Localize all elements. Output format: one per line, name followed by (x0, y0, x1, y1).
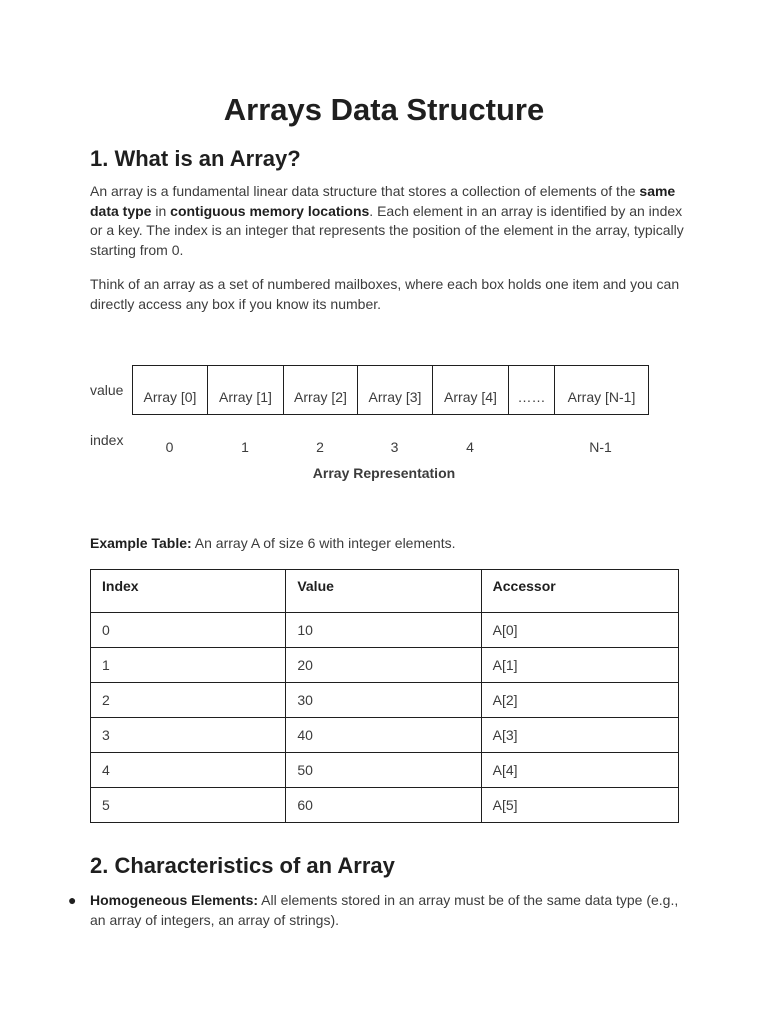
table-cell: 10 (286, 613, 481, 648)
table-row (91, 648, 679, 683)
table-row (91, 753, 679, 788)
bullet-icon: ● (68, 892, 77, 908)
array-cell: Array [0] (133, 366, 208, 414)
table-row (91, 718, 679, 753)
array-cells (132, 365, 649, 415)
table-header-row (91, 570, 679, 613)
table-cell: 1 (91, 648, 286, 683)
table-cell: 40 (286, 718, 481, 753)
section-heading-characteristics: 2. Characteristics of an Array (90, 853, 395, 878)
header-value: Value (286, 570, 481, 613)
example-table-label: Example Table: An array A of size 6 with integer elements. (90, 535, 456, 551)
array-cell: …… (509, 366, 555, 414)
table-cell: 4 (91, 753, 286, 788)
table-cell: 30 (286, 683, 481, 718)
page-title: Arrays Data Structure (223, 92, 545, 127)
array-index: N-1 (589, 439, 612, 455)
table-row (91, 788, 679, 823)
array-index: 1 (241, 439, 249, 455)
table-cell: A[2] (481, 683, 678, 718)
table-row (91, 683, 679, 718)
table-cell: A[0] (481, 613, 678, 648)
characteristics-list (68, 890, 688, 930)
intro-paragraph: An array is a fundamental linear data structure that stores a collection of elements of the same data type in contiguous memory locations. Each element in an array is identified by an index or a key. The index is an integer that represents the position of the element in the array, typically starting from 0. (90, 183, 684, 258)
table-cell: A[4] (481, 753, 678, 788)
diagram-caption: Array Representation (312, 465, 456, 481)
table-row (91, 613, 679, 648)
table-cell: 5 (91, 788, 286, 823)
value-label: value (90, 382, 124, 398)
list-item: ● Homogeneous Elements: All elements stored in an array must be of the same data type (e.g., an array of integers, an array of strings). (68, 892, 679, 928)
table-cell: 50 (286, 753, 481, 788)
table-cell: A[5] (481, 788, 678, 823)
array-index: 0 (165, 439, 174, 455)
table-cell: 3 (91, 718, 286, 753)
header-accessor: Accessor (481, 570, 678, 613)
table-cell: A[1] (481, 648, 678, 683)
table-cell: 20 (286, 648, 481, 683)
table-cell: 0 (91, 613, 286, 648)
bold-contiguous-memory: contiguous memory locations (170, 202, 370, 219)
array-cell: Array [1] (208, 366, 284, 414)
example-table (90, 569, 679, 823)
mailbox-paragraph: Think of an array as a set of numbered mailboxes, where each box holds one item and you can directly access any box if you know its number. (90, 276, 680, 312)
table-cell: 2 (91, 683, 286, 718)
table-cell: A[3] (481, 718, 678, 753)
array-cell: Array [4] (433, 366, 509, 414)
index-label: index (90, 432, 124, 448)
table-cell: 60 (286, 788, 481, 823)
bold-same-data-type: same data type (90, 183, 676, 219)
section-heading-what-is-array: 1. What is an Array? (90, 146, 301, 171)
array-index: 2 (316, 439, 324, 455)
array-index: 4 (466, 439, 474, 455)
array-cell: Array [N-1] (567, 389, 636, 405)
array-cell: Array [3] (358, 366, 433, 414)
header-index: Index (91, 570, 286, 613)
array-index: 3 (390, 439, 399, 455)
array-cell: Array [2] (284, 366, 358, 414)
